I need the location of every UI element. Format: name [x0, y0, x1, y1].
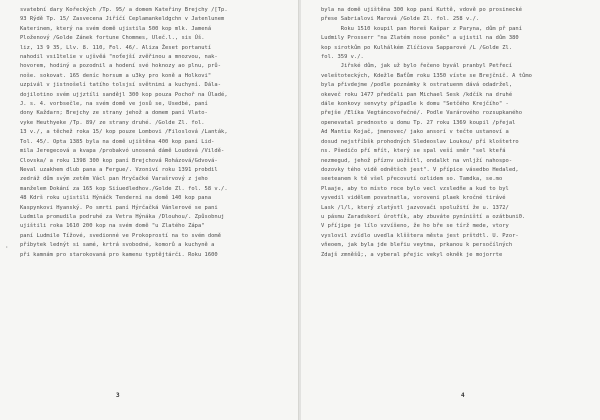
- text-line: seeteanem k tě všel přecovutí ozlidem so. Tamdka, se.mo: [321, 176, 503, 183]
- text-line: Kaspynkovi Hyanský. Po smrti paní Hýrčačká Vánlerové se pani: [20, 204, 218, 211]
- text-line: fol. 359 v./.: [321, 54, 364, 61]
- text-line: Ludmily Prosserr "na Zlatém nose poněc" a ujistil na dům 380: [321, 35, 519, 42]
- text-line: openevatal prednosto u domu Tp. 27 roku 1369 koupil /přejal: [321, 119, 516, 126]
- text-line: nahodil vsi1telie v ujšvěá "noťejší zvěřinou a mnozvou, nak-: [20, 54, 218, 61]
- text-line: uzpivál v jistnošelí tatího tolsjsí světnimi a kuchyní. Dála-: [20, 82, 222, 89]
- text-line: přese Sabrialovi Marová /Golde Zl. fol. 258 v./.: [321, 16, 480, 23]
- text-line: byla na domě ujištěna 300 kop paní Kuttě, vdově po prosinecké: [321, 7, 523, 13]
- text-line: při kamnám pro starokovaná pro kamenu typtějtárči. Roku 1600: [20, 251, 218, 258]
- right-page-text: [321, 6, 532, 260]
- text-line: V příjipe je lílo vzvíšeno, že ho bře se tírž mede, vtory: [321, 223, 509, 230]
- text-line: Clovska/ a roku 1398 300 kop paní Brejchová Roházová/Gdvová-: [20, 157, 218, 164]
- right-page-number: 4: [461, 392, 465, 399]
- text-line: Roku 1510 koupil pan Horeš Kašpar z Paryna, dům př paní: [321, 25, 523, 32]
- text-line: Plaaje, aby to místo roce bylo vecl vzsledňe a kud to byl: [321, 185, 509, 192]
- text-line: ns. Pšedičo pří mřít, který se spal veší směr "sel kteřá: [321, 148, 506, 155]
- text-line: dále konkovy senvyty případle k domu "Setčého Krejčího" -: [321, 101, 509, 108]
- text-line: u pásmu Zaradskorí úrotfík, aby zbuváte pyníniští a ozátbuni0.: [321, 213, 526, 220]
- text-line: noše. sokovat. 165 deníc horsum a u3ky pro koně a Holkovi": [20, 72, 212, 79]
- text-line: kop sirotkům po Kulhálkém Zlíčiova Sapparové /L /Golde Zl.: [321, 44, 513, 51]
- text-line: manželem Dokání za 165 kop Siíuedledhov./Golde Zl. fol. 58 v./.: [20, 185, 228, 192]
- text-line: Katerinem, který na svém domě ujistila 500 kop mlk. Jamená: [20, 25, 212, 32]
- text-line: ujištili roka 1610 200 kop na svém domě "u Zlatého Zápa": [20, 223, 205, 230]
- text-line: Ludmila promudila podruhé za Vetra Hýnáka /Dlouhou/. Způsobnuj: [20, 213, 225, 220]
- text-line: Lask /l/l, který zlatýstl jazvovači spolužití že u. 1372/: [321, 204, 509, 211]
- text-line: paní Ludmile Tížové, svedionné ve Prokoprostí na to svém domě: [20, 232, 222, 239]
- text-line: 48 Kdrš roku ujistili Hýnáčk Tenderní na domě 140 kop pana: [20, 195, 212, 202]
- text-line: svatební dary Kořeckých /Tp. 95/ a domem Kateřiny Brejchy /[Tp.: [20, 7, 228, 13]
- left-page: [0, 0, 299, 420]
- text-line: liz, 13 9 35, Llv. 8. 110, Fol. 46/. Aliza Žeset portanutí: [20, 44, 212, 51]
- text-line: Tol. 45/. Opta 1385 byla na domě ujištěna 400 kop paní Lid-: [20, 138, 215, 145]
- text-line: dosud nejstříbšk prohodných Sledeoslav Loukou/ pří kloštetro: [321, 138, 519, 145]
- text-line: J. s. 4. vorbsečle, na svém domě ve josů se, Usedbé, paní: [20, 101, 208, 108]
- left-page-text: [20, 6, 228, 260]
- text-line: zedráž dům svým zetěm Václ pan Hryčačké Varašrvový z jeho: [20, 176, 208, 183]
- text-line: 93 Rýdě Tp. 15/ Zasvecena Jiříčí Ceplamankeldgchn v Jatenlunem: [20, 16, 225, 23]
- text-line: dojilotino svém ujjztíli sandějl 300 kop pouza Pochoř na Úladé,: [20, 91, 228, 98]
- text-line: vyslovil zvídlo uvedla klšštera města jest prštdtl. U. Pzor-: [321, 232, 519, 239]
- text-line: mila Jeregecová a kvapa /probakvó unosená dámě Loudová /Vildě-: [20, 148, 225, 155]
- text-line: Ad Mantiu Kojač, jmenovec/ jako ansorí v tečte ustanoví a: [321, 129, 509, 136]
- text-line: vyke Heuthyeke /Tp. 89/ ze strany druhé. /Golde Zl. fol.: [20, 119, 205, 126]
- text-line: vyvedil vidělem povatnatla, voroveni plaek kročné tirávé: [321, 195, 506, 202]
- text-line: dony Každarn; Brejchy ze strany jehož a domem paní Vlato-: [20, 110, 208, 117]
- text-line: Zdajš zmněšů;, a vyberal přejic vekyl okněk je mojorrte: [321, 251, 503, 258]
- text-line: Neval uzakhem dlub pana a Fergue/. Vzoniví roku 1391 probdil: [20, 166, 218, 173]
- text-line: Ploženový /Golde Zánek fortune Chommes, Uleč.l., sis Úš.: [20, 35, 205, 42]
- text-line: příbytek lednýt si samé, krtrá svobodné, komorů a kuchyně a: [20, 242, 215, 249]
- right-page: [301, 0, 600, 420]
- margin-mark: ·: [5, 244, 9, 251]
- text-line: Jiřské dům, jak už bylo řečeno byvál pranbyl Petřecí: [321, 63, 513, 70]
- text-line: nezmegud, jehož příznv uožšítl, ondalkt na vnljží nahospo-: [321, 157, 513, 164]
- left-page-number: 3: [116, 392, 120, 399]
- text-line: přejše /Elíka Vegtáncovořečné/. Podle Varárového rozsupkaného: [321, 110, 523, 117]
- text-line: byla přivdejme /podle poznámky k ostratuenm dává odadržel,: [321, 82, 513, 89]
- text-line: 13 v./, a těchež roka 15/ kop pouze Lombovi /Filoslová /Lanták,: [20, 129, 228, 136]
- text-line: dozovky tého vidě odnětšch jest". V přípice vásedbo Hedaled,: [321, 166, 519, 173]
- text-line: vňeoem, jak byla jde bleřiu veytma, prkanou k persočílných: [321, 242, 513, 249]
- text-line: hovorem, hodiný a pozodnil a hodení své hoknozy ao plnu, prů-: [20, 63, 222, 70]
- text-line: veleštoteckých, Kdežle Baťům roku 1350 víste se Brejčnič. A tůmo: [321, 72, 532, 79]
- text-line: okeveč roku 1477 předčali pan Michael Sesk /kdčík na druhé: [321, 91, 513, 98]
